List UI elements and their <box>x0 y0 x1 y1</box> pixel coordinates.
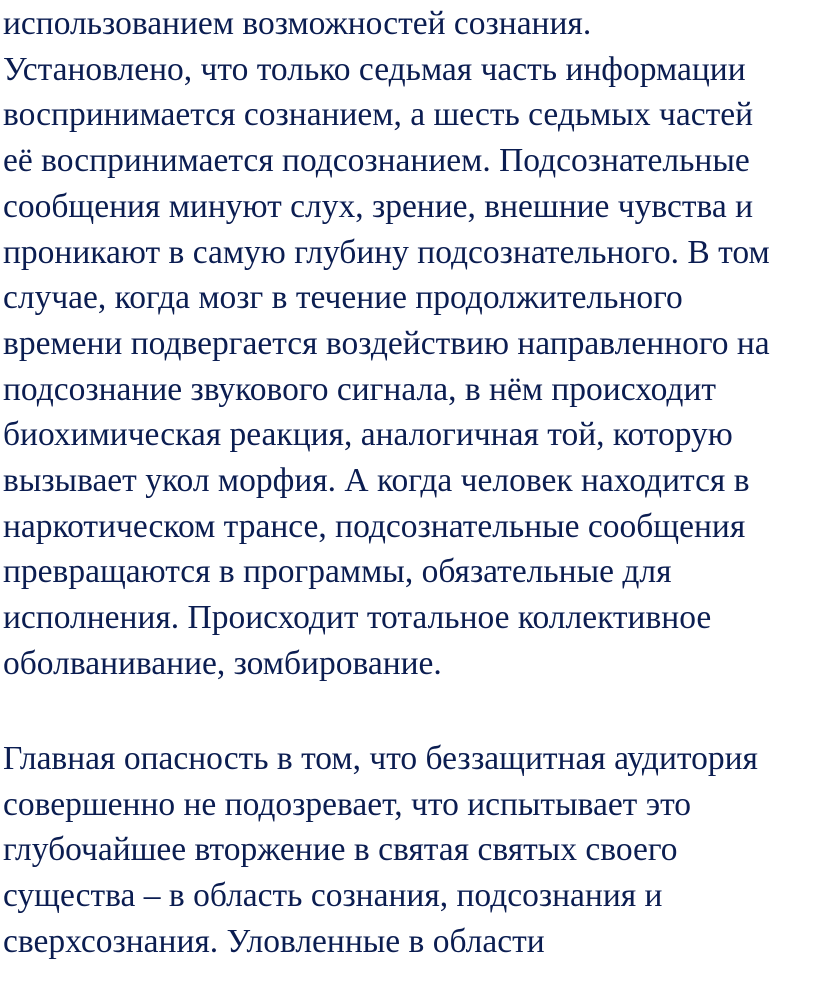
text-line: её воспринимается подсознанием. Подсознательные <box>3 142 750 180</box>
text-line: использованием возможностей сознания. <box>3 5 592 42</box>
text-line: существа – в область сознания, подсознания и <box>3 877 663 915</box>
text-line: превращаются в программы, обязательные для <box>3 553 672 591</box>
text-line: Главная опасность в том, что беззащитная аудитория <box>3 740 758 777</box>
text-line: наркотическом трансе, подсознательные сообщения <box>3 507 746 545</box>
text-line: воспринимается сознанием, а шесть седьмых частей <box>3 96 754 134</box>
text-line: исполнения. Происходит тотальное коллективное <box>3 599 712 637</box>
text-line: биохимическая реакция, аналогичная той, которую <box>3 416 733 454</box>
text-line: проникают в самую глубину подсознательного. В том <box>3 233 770 271</box>
text-line: вызывает укол морфия. А когда человек находится в <box>3 462 750 500</box>
text-line: совершенно не подозревает, что испытывает это <box>3 785 692 823</box>
text-line: Установлено, что только седьмая часть информации <box>3 50 746 88</box>
text-line: сообщения минуют слух, зрение, внешние чувства и <box>3 187 754 225</box>
paragraph-2 <box>3 736 813 965</box>
text-line: оболванивание, зомбирование. <box>3 644 442 682</box>
text-line: подсознание звукового сигнала, в нём происходит <box>3 370 717 408</box>
text-line: случае, когда мозг в течение продолжительного <box>3 279 683 317</box>
text-line: сверхсознания. Уловленные в области <box>3 922 545 960</box>
text-line: глубочайшее вторжение в святая святых своего <box>3 831 678 869</box>
text-line: времени подвергается воздействию направленного на <box>3 324 770 362</box>
paragraph-1 <box>3 1 813 687</box>
